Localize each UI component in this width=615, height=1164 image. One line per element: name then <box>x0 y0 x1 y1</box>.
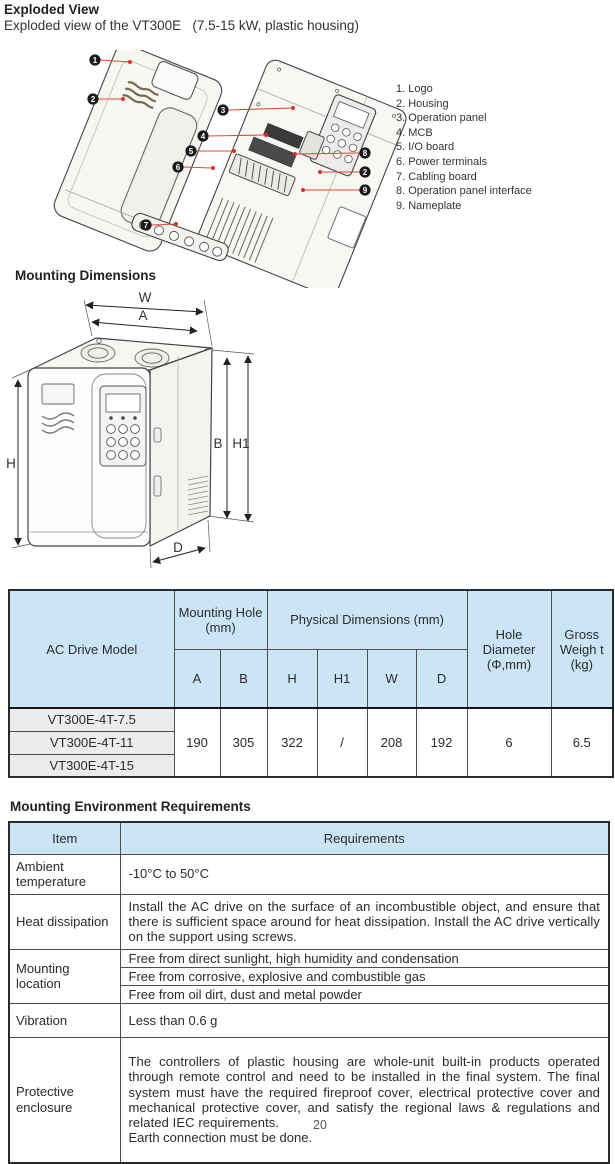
balloon-2: 2 <box>90 94 96 104</box>
req-heat-dissipation: Install the AC drive on the surface of an incombustible object, and ensure that there is sufficient space around for heat dissipation. Install the AC drive vertically on the support using screws. <box>120 894 609 949</box>
item-protective-enclosure: Protective enclosure <box>9 1038 120 1163</box>
drive-outline-drawing <box>28 338 212 546</box>
value-h1: / <box>317 708 367 777</box>
legend-item-operation-panel: 3. Operation panel <box>396 112 487 125</box>
item-vibration: Vibration <box>9 1004 120 1038</box>
exploded-view-title: Exploded View <box>4 2 100 17</box>
subcol-b: B <box>220 649 267 708</box>
dim-label-b: B <box>213 436 223 451</box>
front-logo-window <box>42 384 74 404</box>
item-heat-dissipation: Heat dissipation <box>9 894 120 949</box>
balloon-4: 4 <box>200 131 206 141</box>
value-w: 208 <box>367 708 416 777</box>
balloon-7: 7 <box>143 220 149 230</box>
legend-item-io-board: 5. I/O board <box>396 141 455 154</box>
col-header-mounting-hole: Mounting Hole (mm) <box>174 590 267 649</box>
value-h: 322 <box>267 708 317 777</box>
req-mounting-location-3: Free from oil dirt, dust and metal powder <box>120 985 609 1003</box>
value-hole: 6 <box>467 708 551 777</box>
col-header-gross-weight: Gross Weigh t (kg) <box>551 590 613 708</box>
balloon-2-right: 2 <box>362 167 368 177</box>
req-mounting-location-2: Free from corrosive, explosive and combustible gas <box>120 967 609 985</box>
dimensions-table <box>8 589 614 778</box>
legend-item-mcb: 4. MCB <box>396 126 433 139</box>
table-row <box>9 1004 609 1038</box>
col-header-model: AC Drive Model <box>9 590 174 708</box>
legend-item-housing: 2. Housing <box>396 97 449 110</box>
model-cell: VT300E-4T-15 <box>9 754 174 777</box>
table-row <box>9 708 613 731</box>
mounting-dimensions-title: Mounting Dimensions <box>15 268 156 283</box>
req-ambient-temperature: -10°C to 50°C <box>120 854 609 894</box>
balloon-5: 5 <box>188 146 194 156</box>
legend-item-panel-interface: 8. Operation panel interface <box>396 185 532 198</box>
dim-label-h: H <box>6 456 16 471</box>
req-earth-connection: Earth connection must be done. <box>128 1130 313 1146</box>
subcol-d: D <box>416 649 467 708</box>
page-number: 20 <box>313 1118 327 1132</box>
balloon-1: 1 <box>92 55 98 65</box>
environment-table <box>8 821 610 1164</box>
item-mounting-location: Mounting location <box>9 949 120 1004</box>
model-cell: VT300E-4T-7.5 <box>9 708 174 731</box>
value-d: 192 <box>416 708 467 777</box>
environment-requirements-title: Mounting Environment Requirements <box>10 799 251 814</box>
balloon-3: 3 <box>220 105 226 115</box>
item-ambient-temperature: Ambient temperature <box>9 854 120 894</box>
value-weight: 6.5 <box>551 708 613 777</box>
col-header-requirements: Requirements <box>120 822 609 854</box>
subcol-w: W <box>367 649 416 708</box>
table-row <box>9 1038 609 1163</box>
mounting-dimensions-diagram <box>0 288 335 584</box>
subcol-h: H <box>267 649 317 708</box>
legend-item-power-terminals: 6. Power terminals <box>396 155 488 168</box>
legend-item-logo: 1. Logo <box>396 83 433 95</box>
exploded-view-subtitle: Exploded view of the VT300E (7.5-15 kW, plastic housing) <box>4 18 359 33</box>
front-keypad <box>100 386 146 466</box>
dim-label-w: W <box>138 290 152 305</box>
balloon-9: 9 <box>362 185 368 195</box>
dim-label-d: D <box>173 540 183 555</box>
col-header-physical-dimensions: Physical Dimensions (mm) <box>267 590 467 649</box>
dim-label-a: A <box>138 308 148 323</box>
req-mounting-location-1: Free from direct sunlight, high humidity and condensation <box>120 949 609 967</box>
value-a: 190 <box>174 708 220 777</box>
col-header-item: Item <box>9 822 120 854</box>
col-header-hole-diameter: Hole Diameter (Φ,mm) <box>467 590 551 708</box>
req-vibration: Less than 0.6 g <box>120 1004 609 1038</box>
value-b: 305 <box>220 708 267 777</box>
table-row <box>9 894 609 949</box>
exploded-legend <box>396 82 532 213</box>
balloon-8: 8 <box>362 148 368 158</box>
req-protective-paragraph: The controllers of plastic housing are whole-unit built-in products operated through remote control and need to be installed in the final system. The final system must have the required fireproof cover, electrical protective cover and mechanical protective cover, and satisfy the regional laws & regulations and related IEC requirements. <box>128 1054 600 1131</box>
model-cell: VT300E-4T-11 <box>9 731 174 754</box>
table-row <box>9 949 609 967</box>
legend-item-nameplate: 9. Nameplate <box>396 199 462 212</box>
subcol-a: A <box>174 649 220 708</box>
dim-label-h1: H1 <box>232 436 250 451</box>
legend-item-cabling-board: 7. Cabling board <box>396 170 477 183</box>
table-row <box>9 854 609 894</box>
balloon-6: 6 <box>175 162 181 172</box>
req-protective-enclosure <box>120 1038 609 1163</box>
subcol-h1: H1 <box>317 649 367 708</box>
